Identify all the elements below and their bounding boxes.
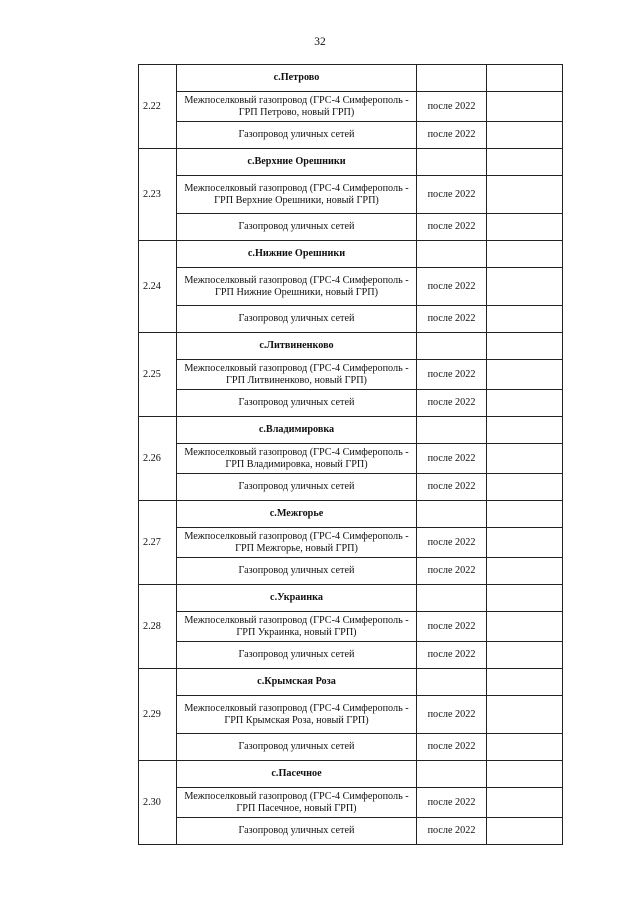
table-row (139, 214, 563, 241)
extra-cell-empty (487, 268, 563, 306)
completion-term: после 2022 (417, 444, 487, 474)
table-row (139, 268, 563, 306)
section-header-row (139, 417, 563, 444)
table-row (139, 818, 563, 845)
extra-cell-empty (487, 474, 563, 501)
section-header-row (139, 333, 563, 360)
extra-cell-empty (487, 241, 563, 268)
extra-cell-empty (487, 417, 563, 444)
object-name: Межпоселковый газопровод (ГРС-4 Симферополь - ГРП Петрово, новый ГРП) (177, 92, 417, 122)
section-header-row (139, 501, 563, 528)
extra-cell-empty (487, 333, 563, 360)
object-name: Межпоселковый газопровод (ГРС-4 Симферополь - ГРП Верхние Орешники, новый ГРП) (177, 176, 417, 214)
extra-cell-empty (487, 669, 563, 696)
object-name: Газопровод уличных сетей (177, 122, 417, 149)
completion-term: после 2022 (417, 214, 487, 241)
completion-term: после 2022 (417, 696, 487, 734)
completion-term: после 2022 (417, 642, 487, 669)
section-header-row (139, 669, 563, 696)
section-header-row (139, 585, 563, 612)
extra-cell-empty (487, 149, 563, 176)
village-name: с.Литвиненково (177, 333, 417, 360)
extra-cell-empty (487, 176, 563, 214)
completion-term: после 2022 (417, 360, 487, 390)
term-cell-empty (417, 417, 487, 444)
table-row (139, 444, 563, 474)
term-cell-empty (417, 149, 487, 176)
extra-cell-empty (487, 92, 563, 122)
completion-term: после 2022 (417, 122, 487, 149)
extra-cell-empty (487, 696, 563, 734)
term-cell-empty (417, 585, 487, 612)
term-cell-empty (417, 241, 487, 268)
section-number: 2.25 (139, 333, 177, 417)
extra-cell-empty (487, 501, 563, 528)
section-number: 2.22 (139, 65, 177, 149)
extra-cell-empty (487, 612, 563, 642)
completion-term: после 2022 (417, 612, 487, 642)
completion-term: после 2022 (417, 92, 487, 122)
section-header-row (139, 149, 563, 176)
extra-cell-empty (487, 642, 563, 669)
object-name: Межпоселковый газопровод (ГРС-4 Симферополь - ГРП Пасечное, новый ГРП) (177, 788, 417, 818)
extra-cell-empty (487, 444, 563, 474)
completion-term: после 2022 (417, 528, 487, 558)
section-number: 2.30 (139, 761, 177, 845)
extra-cell-empty (487, 122, 563, 149)
village-name: с.Крымская Роза (177, 669, 417, 696)
term-cell-empty (417, 65, 487, 92)
section-number: 2.24 (139, 241, 177, 333)
completion-term: после 2022 (417, 176, 487, 214)
page-number: 32 (314, 36, 326, 48)
object-name: Межпоселковый газопровод (ГРС-4 Симферополь - ГРП Литвиненково, новый ГРП) (177, 360, 417, 390)
table-row (139, 92, 563, 122)
village-name: с.Владимировка (177, 417, 417, 444)
village-name: с.Петрово (177, 65, 417, 92)
section-header-row (139, 761, 563, 788)
section-number: 2.23 (139, 149, 177, 241)
section-number: 2.29 (139, 669, 177, 761)
table-body (139, 65, 563, 845)
completion-term: после 2022 (417, 734, 487, 761)
gas-pipeline-table (138, 64, 563, 845)
completion-term: после 2022 (417, 390, 487, 417)
object-name: Газопровод уличных сетей (177, 214, 417, 241)
object-name: Газопровод уличных сетей (177, 474, 417, 501)
completion-term: после 2022 (417, 268, 487, 306)
table-row (139, 176, 563, 214)
completion-term: после 2022 (417, 474, 487, 501)
object-name: Газопровод уличных сетей (177, 734, 417, 761)
extra-cell-empty (487, 585, 563, 612)
completion-term: после 2022 (417, 306, 487, 333)
table-row (139, 696, 563, 734)
section-number: 2.27 (139, 501, 177, 585)
term-cell-empty (417, 669, 487, 696)
object-name: Межпоселковый газопровод (ГРС-4 Симферополь - ГРП Украинка, новый ГРП) (177, 612, 417, 642)
table-row (139, 474, 563, 501)
completion-term: после 2022 (417, 818, 487, 845)
village-name: с.Межгорье (177, 501, 417, 528)
object-name: Межпоселковый газопровод (ГРС-4 Симферополь - ГРП Крымская Роза, новый ГРП) (177, 696, 417, 734)
section-header-row (139, 241, 563, 268)
village-name: с.Украинка (177, 585, 417, 612)
section-header-row (139, 65, 563, 92)
table-row (139, 528, 563, 558)
section-number: 2.28 (139, 585, 177, 669)
extra-cell-empty (487, 558, 563, 585)
table-row (139, 734, 563, 761)
object-name: Газопровод уличных сетей (177, 642, 417, 669)
extra-cell-empty (487, 306, 563, 333)
extra-cell-empty (487, 390, 563, 417)
extra-cell-empty (487, 360, 563, 390)
extra-cell-empty (487, 788, 563, 818)
extra-cell-empty (487, 761, 563, 788)
object-name: Газопровод уличных сетей (177, 818, 417, 845)
completion-term: после 2022 (417, 788, 487, 818)
section-number: 2.26 (139, 417, 177, 501)
extra-cell-empty (487, 528, 563, 558)
object-name: Газопровод уличных сетей (177, 390, 417, 417)
table-row (139, 390, 563, 417)
term-cell-empty (417, 761, 487, 788)
extra-cell-empty (487, 818, 563, 845)
completion-term: после 2022 (417, 558, 487, 585)
object-name: Межпоселковый газопровод (ГРС-4 Симферополь - ГРП Межгорье, новый ГРП) (177, 528, 417, 558)
table-row (139, 788, 563, 818)
extra-cell-empty (487, 734, 563, 761)
village-name: с.Верхние Орешники (177, 149, 417, 176)
term-cell-empty (417, 501, 487, 528)
table-row (139, 306, 563, 333)
object-name: Межпоселковый газопровод (ГРС-4 Симферополь - ГРП Нижние Орешники, новый ГРП) (177, 268, 417, 306)
object-name: Межпоселковый газопровод (ГРС-4 Симферополь - ГРП Владимировка, новый ГРП) (177, 444, 417, 474)
village-name: с.Пасечное (177, 761, 417, 788)
village-name: с.Нижние Орешники (177, 241, 417, 268)
table-row (139, 360, 563, 390)
table-row (139, 612, 563, 642)
extra-cell-empty (487, 65, 563, 92)
table-row (139, 122, 563, 149)
table-row (139, 642, 563, 669)
term-cell-empty (417, 333, 487, 360)
extra-cell-empty (487, 214, 563, 241)
table-row (139, 558, 563, 585)
object-name: Газопровод уличных сетей (177, 558, 417, 585)
object-name: Газопровод уличных сетей (177, 306, 417, 333)
